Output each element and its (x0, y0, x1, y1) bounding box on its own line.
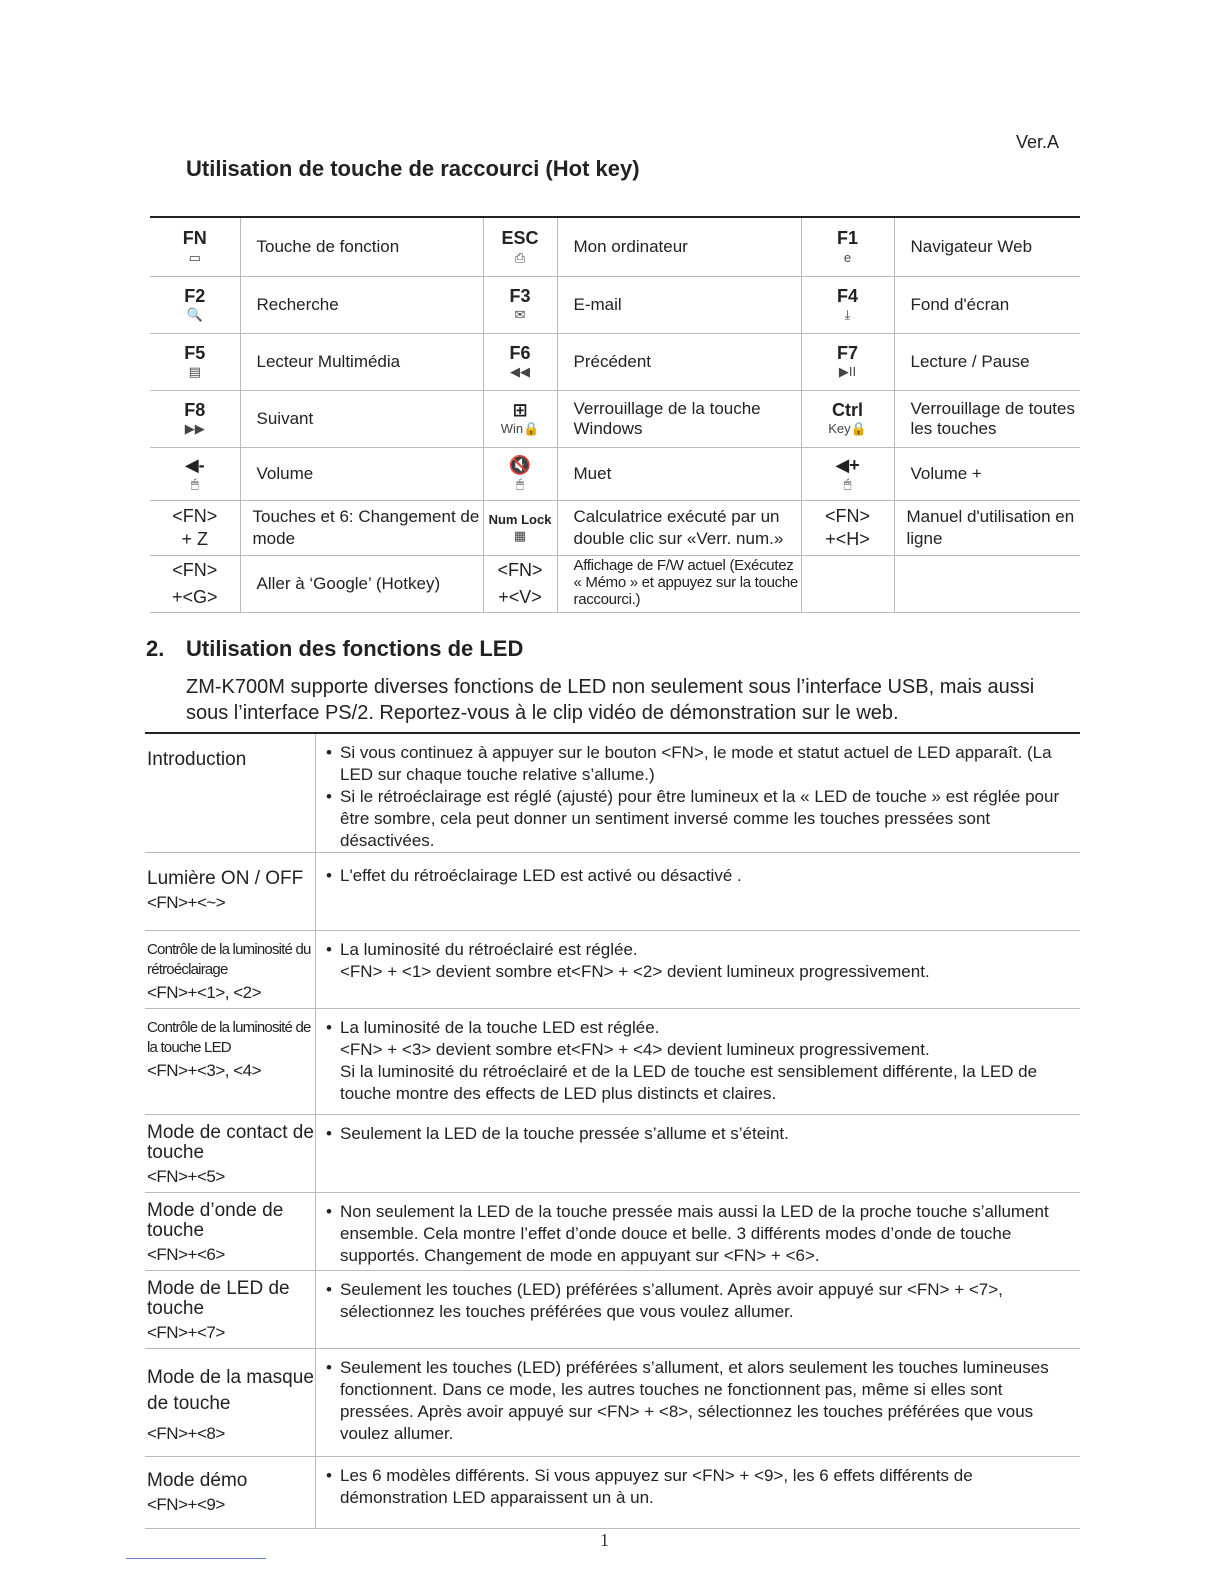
hotkey-row (150, 555, 1080, 612)
key-cell (801, 555, 894, 612)
volume-up-icon: ◀+ (835, 454, 860, 475)
led-row-text (316, 733, 1081, 853)
key-description: Verrouillage de la touche Windows (557, 390, 801, 447)
key-cell (483, 390, 557, 447)
bullet-continuation: <FN> + <1> devient sombre et<FN> + <2> devient lumineux progressivement. (340, 962, 930, 981)
hotkey-row (150, 447, 1080, 500)
key-cell (150, 447, 240, 500)
led-row (145, 1349, 1080, 1457)
bullet-item: • Si le rétroéclairage est réglé (ajusté) pour être lumineux et la « LED de touche » est réglée pour être sombre, cela peut donner un sentiment inversé comme les touches pressées sont désactivées. (326, 787, 1060, 850)
section-title: Utilisation des fonctions de LED (186, 636, 524, 661)
led-row-label: Mode de la masque de touche <FN>+<8> (145, 1349, 316, 1457)
key-description: Recherche (240, 276, 483, 333)
key-description: Affichage de F/W actuel (Exécutez « Mémo » et appuyez sur la touche raccourci.) (557, 555, 801, 612)
key-description: Muet (557, 447, 801, 500)
mail-icon: ✉ (514, 307, 526, 323)
page-number: 1 (600, 1530, 609, 1550)
led-row-text (316, 1457, 1081, 1529)
led-row-label: Mode de contact de touche <FN>+<5> (145, 1115, 316, 1193)
version-label: Ver.A (1016, 132, 1060, 152)
hotkey-row (150, 390, 1080, 447)
key-cell: FN ▭ (150, 217, 240, 276)
led-row-text (316, 1271, 1081, 1349)
key-description: Fond d'écran (894, 276, 1080, 333)
key-cell: Ctrl Key🔒 (801, 390, 894, 447)
windows-icon: ⊞ (512, 399, 528, 420)
bullet-item: • L'effet du rétroéclairage LED est activé ou désactivé . (326, 866, 742, 885)
hotkey-row (150, 333, 1080, 390)
key-description: Lecteur Multimédia (240, 333, 483, 390)
media-player-icon: ▤ (188, 364, 201, 380)
led-row (145, 1193, 1080, 1271)
bullet-item: • Si vous continuez à appuyer sur le bouton <FN>, le mode et statut actuel de LED apparaît. (La LED sur chaque touche relative s’allume.) (326, 743, 1052, 784)
key-cell (801, 447, 894, 500)
page-title: Utilisation de touche de raccourci (Hot key) (186, 156, 640, 181)
led-row-label: Contrôle de la luminosité du rétroéclairage <FN>+<1>, <2> (145, 931, 316, 1009)
led-row-text (316, 1349, 1081, 1457)
key-cell: ESC ⎙ (483, 217, 557, 276)
key-cell: F3 ✉ (483, 276, 557, 333)
key-description: Navigateur Web (894, 217, 1080, 276)
mute-icon: 🔇 (508, 454, 532, 475)
footer-divider (126, 1558, 266, 1559)
led-row (145, 1457, 1080, 1529)
bullet-item: • La luminosité du rétroéclairé est réglée. (326, 940, 638, 959)
key-description: Touche de fonction (240, 217, 483, 276)
previous-track-icon: ◀◀ (510, 364, 530, 380)
bullet-item: • La luminosité de la touche LED est réglée. (326, 1018, 660, 1037)
key-cell (483, 447, 557, 500)
key-cell: F4 ⤓ (801, 276, 894, 333)
play-pause-icon: ▶II (838, 364, 857, 380)
led-row (145, 1009, 1080, 1115)
key-cell: Num Lock ▦ (483, 500, 557, 555)
key-description: Manuel d'utilisation en ligne (894, 500, 1080, 555)
key-cell: F2 🔍 (150, 276, 240, 333)
key-description: Verrouillage de toutes les touches (894, 390, 1080, 447)
key-description: Mon ordinateur (557, 217, 801, 276)
key-description (894, 555, 1080, 612)
bullet-continuation: <FN> + <3> devient sombre et<FN> + <4> devient lumineux progressivement. (340, 1040, 930, 1059)
download-icon: ⤓ (844, 307, 851, 323)
key-description: Calculatrice exécuté par un double clic sur «Verr. num.» (557, 500, 801, 555)
led-row-text (316, 1193, 1081, 1271)
bullet-item: • Les 6 modèles différents. Si vous appuyez sur <FN> + <9>, les 6 effets différents de démonstration LED apparaissent un à un. (326, 1466, 973, 1507)
mouse-icon: 🖱 (843, 476, 852, 492)
lock-icon: Key🔒 (828, 421, 867, 437)
key-cell: <FN> +<H> (801, 500, 894, 555)
bullet-item: • Non seulement la LED de la touche pressée mais aussi la LED de la proche touche s’allument ensemble. Cela montre l’effet d’onde douce et belle. 3 différents modes d’onde de touche supportés. Changement de mode en appuyant sur <FN> + <6>. (326, 1202, 1049, 1265)
bullet-item: • Seulement les touches (LED) préférées s’allument. Après avoir appuyé sur <FN> + <7>, sélectionnez les touches préférées que vous voulez allumer. (326, 1280, 1003, 1321)
led-row (145, 931, 1080, 1009)
computer-icon: ⎙ (514, 249, 526, 265)
led-row (145, 733, 1080, 853)
key-description: Touches et 6: Changement de mode (240, 500, 483, 555)
key-cell: F5 ▤ (150, 333, 240, 390)
mouse-icon: 🖱 (190, 476, 199, 492)
mouse-icon: 🖱 (516, 476, 524, 492)
key-cell: <FN> +<V> (483, 555, 557, 612)
calculator-icon: ▦ (513, 527, 527, 543)
led-row-text (316, 1115, 1081, 1193)
lock-icon: Win🔒 (500, 421, 540, 437)
hotkey-row (150, 276, 1080, 333)
browser-icon: e (843, 249, 852, 265)
bullet-item: • Seulement les touches (LED) préférées s’allument, et alors seulement les touches lumineuses fonctionnent. Dans ce mode, les autres touches ne fonctionnent pas, même si elles sont pressées. Après avoir appuyé sur <FN> + <8>, sélectionnez les touches préférées que vous voulez allumer. (326, 1358, 1049, 1443)
led-row-label: Mode d’onde de touche <FN>+<6> (145, 1193, 316, 1271)
led-row-label: Mode démo <FN>+<9> (145, 1457, 316, 1529)
section-number: 2. (146, 636, 165, 661)
key-description: Volume (240, 447, 483, 500)
key-cell: F7 ▶II (801, 333, 894, 390)
led-row-label: Contrôle de la luminosité de la touche LED <FN>+<3>, <4> (145, 1009, 316, 1115)
led-row-text (316, 931, 1081, 1009)
led-row (145, 1115, 1080, 1193)
key-description: E-mail (557, 276, 801, 333)
led-table (145, 732, 1080, 1529)
led-row (145, 853, 1080, 931)
led-row (145, 1271, 1080, 1349)
key-description: Aller à ‘Google’ (Hotkey) (240, 555, 483, 612)
led-row-label: Lumière ON / OFF <FN>+<~> (145, 853, 316, 931)
function-key-icon: ▭ (188, 249, 201, 265)
next-track-icon: ▶▶ (184, 421, 205, 437)
hotkey-row (150, 217, 1080, 276)
section-intro: ZM-K700M supporte diverses fonctions de LED non seulement sous l’interface USB, mais aussi sous l’interface PS/2. Reportez-vous à le clip vidéo de démonstration sur le web. (186, 676, 1035, 724)
hotkey-table (150, 216, 1080, 613)
led-row-label: Mode de LED de touche <FN>+<7> (145, 1271, 316, 1349)
key-cell: F6 ◀◀ (483, 333, 557, 390)
key-cell: <FN> + Z (150, 500, 240, 555)
led-row-text (316, 853, 1081, 931)
hotkey-row (150, 500, 1080, 555)
bullet-item: • Seulement la LED de la touche pressée s’allume et s’éteint. (326, 1124, 789, 1143)
bullet-continuation: Si la luminosité du rétroéclairé et de la LED de touche est sensiblement différente, la LED de touche montre des effects de LED plus distincts et claires. (340, 1062, 1038, 1103)
led-row-text (316, 1009, 1081, 1115)
key-description: Volume + (894, 447, 1080, 500)
volume-down-icon: ◀- (184, 454, 205, 475)
key-description: Lecture / Pause (894, 333, 1080, 390)
key-description: Suivant (240, 390, 483, 447)
key-cell: <FN> +<G> (150, 555, 240, 612)
key-description: Précédent (557, 333, 801, 390)
led-row-label: Introduction (145, 733, 316, 853)
search-icon: 🔍 (186, 307, 203, 323)
key-cell: F1 e (801, 217, 894, 276)
key-cell: F8 ▶▶ (150, 390, 240, 447)
